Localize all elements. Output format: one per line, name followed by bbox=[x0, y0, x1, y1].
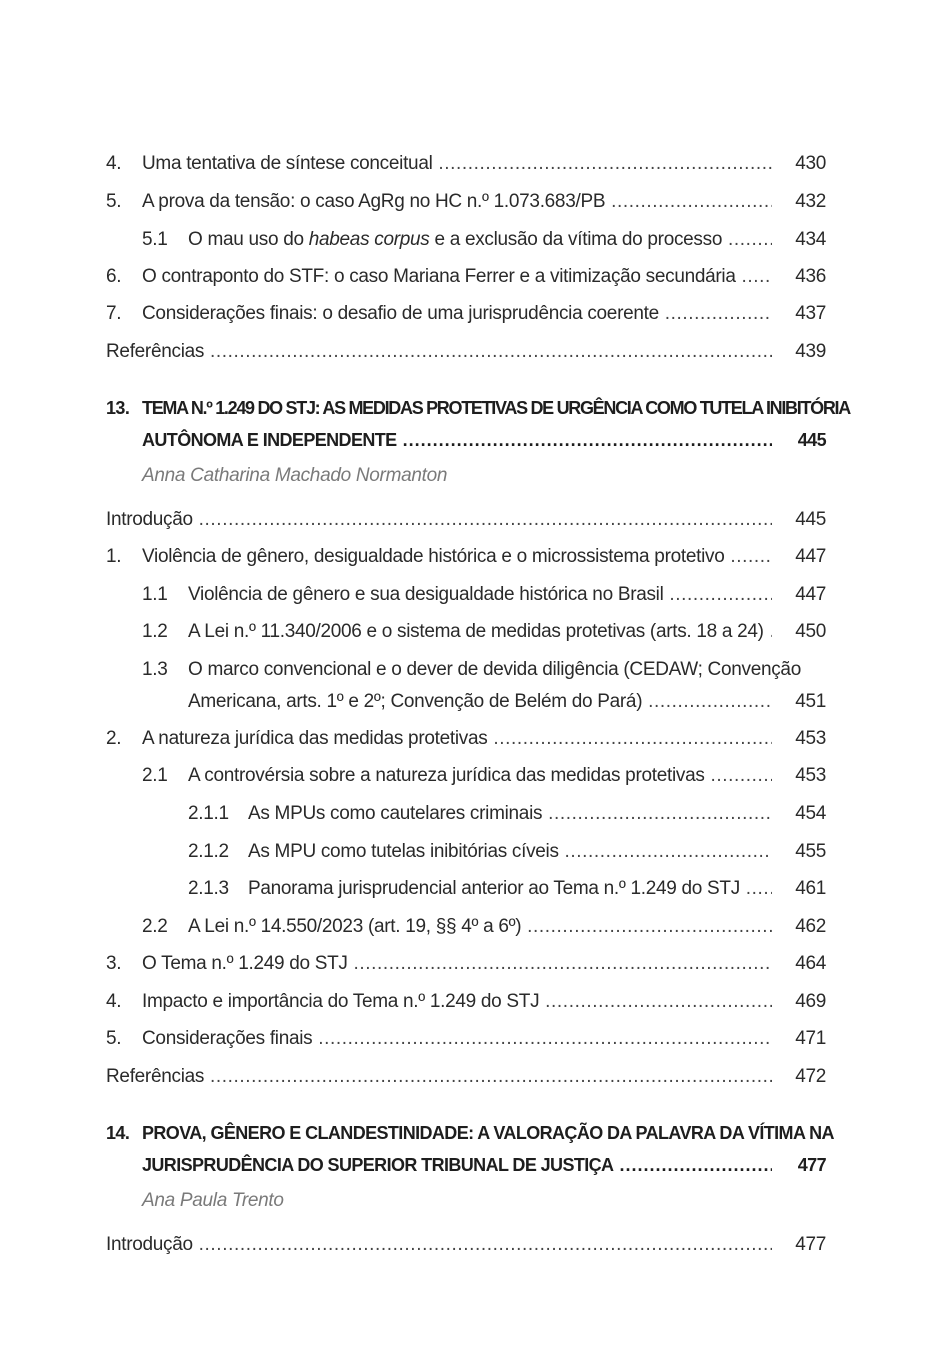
entry-title-line2: Americana, arts. 1º e 2º; Convenção de Belém do Pará) ..... bbox=[188, 686, 772, 718]
entry-page: 461 bbox=[795, 878, 826, 899]
entry-number: 4. bbox=[106, 991, 122, 1012]
entry-number: 6. bbox=[106, 266, 122, 287]
toc-entry[interactable] bbox=[106, 1229, 826, 1261]
entry-title: Referências ..... bbox=[106, 336, 772, 368]
toc-entry[interactable] bbox=[106, 911, 826, 943]
toc-entry[interactable] bbox=[106, 261, 826, 293]
entry-number: 2.1 bbox=[142, 765, 168, 786]
toc-entry[interactable] bbox=[106, 298, 826, 330]
entry-page: 455 bbox=[795, 841, 826, 862]
entry-page: 437 bbox=[795, 303, 826, 324]
entry-page: 439 bbox=[795, 341, 826, 362]
toc-entry[interactable] bbox=[106, 186, 826, 218]
entry-number: 2.1.3 bbox=[188, 878, 229, 899]
entry-title-part: e a exclusão da vítima do processo bbox=[429, 229, 723, 250]
entry-page: 447 bbox=[795, 546, 826, 567]
toc-entry[interactable] bbox=[106, 836, 826, 868]
entry-page: 447 bbox=[795, 584, 826, 605]
entry-page: 450 bbox=[795, 621, 826, 642]
entry-number: 1.1 bbox=[142, 584, 168, 605]
entry-page: 464 bbox=[795, 953, 826, 974]
entry-title: A Lei n.º 11.340/2006 e o sistema de medidas protetivas (arts. 18 a 24) ..... bbox=[188, 616, 772, 648]
entry-title: Impacto e importância do Tema n.º 1.249 do STJ ..... bbox=[142, 986, 772, 1018]
entry-number: 1.3 bbox=[142, 659, 168, 680]
toc-entry[interactable] bbox=[106, 873, 826, 905]
entry-title bbox=[188, 224, 772, 256]
toc-entry[interactable] bbox=[106, 224, 826, 256]
entry-title: A natureza jurídica das medidas protetivas ..... bbox=[142, 723, 772, 755]
entry-number: 3. bbox=[106, 953, 122, 974]
entry-title: Referências ..... bbox=[106, 1061, 772, 1093]
entry-page: 453 bbox=[795, 728, 826, 749]
toc-entry[interactable] bbox=[106, 798, 826, 830]
entry-number: 1. bbox=[106, 546, 122, 567]
chapter-title-line2: JURISPRUDÊNCIA DO SUPERIOR TRIBUNAL DE JUSTIÇA ..... bbox=[142, 1149, 772, 1181]
toc-entry[interactable] bbox=[106, 760, 826, 792]
entry-number: 2. bbox=[106, 728, 122, 749]
entry-title: A prova da tensão: o caso AgRg no HC n.º 1.073.683/PB ..... bbox=[142, 186, 772, 218]
chapter-14-heading[interactable] bbox=[106, 1117, 834, 1181]
entry-title: Violência de gênero, desigualdade histórica e o microssistema protetivo ..... bbox=[142, 541, 772, 573]
entry-number: 1.2 bbox=[142, 621, 168, 642]
toc-entry[interactable] bbox=[106, 148, 826, 180]
chapter-author: Anna Catharina Machado Normanton bbox=[142, 465, 448, 486]
chapter-page: 477 bbox=[797, 1155, 826, 1175]
toc-entry[interactable] bbox=[106, 504, 826, 536]
entry-page: 451 bbox=[795, 691, 826, 712]
entry-number: 2.1.2 bbox=[188, 841, 229, 862]
chapter-13-heading[interactable] bbox=[106, 392, 850, 456]
entry-title: O Tema n.º 1.249 do STJ ..... bbox=[142, 948, 772, 980]
entry-page: 453 bbox=[795, 765, 826, 786]
entry-number: 4. bbox=[106, 153, 122, 174]
entry-number: 2.2 bbox=[142, 916, 168, 937]
entry-title: A Lei n.º 14.550/2023 (art. 19, §§ 4º a 6º) ..... bbox=[188, 911, 772, 943]
entry-title: Introdução ..... bbox=[106, 1229, 772, 1261]
entry-title: As MPUs como cautelares criminais ..... bbox=[248, 798, 772, 830]
toc-entry[interactable] bbox=[106, 616, 826, 648]
entry-page: 472 bbox=[795, 1066, 826, 1087]
entry-page: 432 bbox=[795, 191, 826, 212]
entry-title: Considerações finais: o desafio de uma jurisprudência coerente ..... bbox=[142, 298, 772, 330]
entry-page: 462 bbox=[795, 916, 826, 937]
entry-page: 445 bbox=[795, 509, 826, 530]
toc-entry[interactable] bbox=[106, 1023, 826, 1055]
entry-page: 430 bbox=[795, 153, 826, 174]
entry-title: O contraponto do STF: o caso Mariana Ferrer e a vitimização secundária ..... bbox=[142, 261, 772, 293]
entry-page: 454 bbox=[795, 803, 826, 824]
entry-title: Uma tentativa de síntese conceitual ..... bbox=[142, 148, 772, 180]
entry-title: Panorama jurisprudencial anterior ao Tema n.º 1.249 do STJ ..... bbox=[248, 873, 772, 905]
entry-title-line1: O marco convencional e o dever de devida diligência (CEDAW; Convenção bbox=[188, 659, 801, 680]
entry-title-part: O mau uso do bbox=[188, 229, 309, 250]
entry-page: 434 bbox=[795, 229, 826, 250]
entry-title: Considerações finais ..... bbox=[142, 1023, 772, 1055]
chapter-title-line1: TEMA N.º 1.249 DO STJ: AS MEDIDAS PROTETIVAS DE URGÊNCIA COMO TUTELA INIBITÓRIA bbox=[142, 398, 850, 418]
entry-page: 469 bbox=[795, 991, 826, 1012]
chapter-title-line1: PROVA, GÊNERO E CLANDESTINIDADE: A VALORAÇÃO DA PALAVRA DA VÍTIMA NA bbox=[142, 1123, 834, 1143]
toc-entry[interactable] bbox=[106, 986, 826, 1018]
toc-entry[interactable] bbox=[106, 579, 826, 611]
entry-page: 477 bbox=[795, 1234, 826, 1255]
entry-page: 436 bbox=[795, 266, 826, 287]
entry-title: Introdução ..... bbox=[106, 504, 772, 536]
chapter-number: 14. bbox=[106, 1123, 130, 1143]
toc-entry[interactable] bbox=[106, 336, 826, 368]
chapter-number: 13. bbox=[106, 398, 130, 418]
toc-entry[interactable] bbox=[106, 654, 826, 718]
entry-number: 2.1.1 bbox=[188, 803, 229, 824]
toc-entry[interactable] bbox=[106, 1061, 826, 1093]
entry-page: 471 bbox=[795, 1028, 826, 1049]
chapter-title-line2: AUTÔNOMA E INDEPENDENTE ..... bbox=[142, 424, 772, 456]
entry-number: 5.1 bbox=[142, 229, 168, 250]
toc-entry[interactable] bbox=[106, 948, 826, 980]
entry-title-italic: habeas corpus bbox=[308, 229, 430, 250]
toc-entry[interactable] bbox=[106, 723, 826, 755]
chapter-page: 445 bbox=[797, 430, 826, 450]
entry-number: 5. bbox=[106, 1028, 122, 1049]
toc-entry[interactable] bbox=[106, 541, 826, 573]
chapter-author: Ana Paula Trento bbox=[142, 1190, 284, 1211]
entry-title: A controvérsia sobre a natureza jurídica das medidas protetivas ..... bbox=[188, 760, 772, 792]
entry-number: 5. bbox=[106, 191, 122, 212]
entry-title: As MPU como tutelas inibitórias cíveis ..... bbox=[248, 836, 772, 868]
entry-number: 7. bbox=[106, 303, 122, 324]
entry-title: Violência de gênero e sua desigualdade histórica no Brasil ..... bbox=[188, 579, 772, 611]
